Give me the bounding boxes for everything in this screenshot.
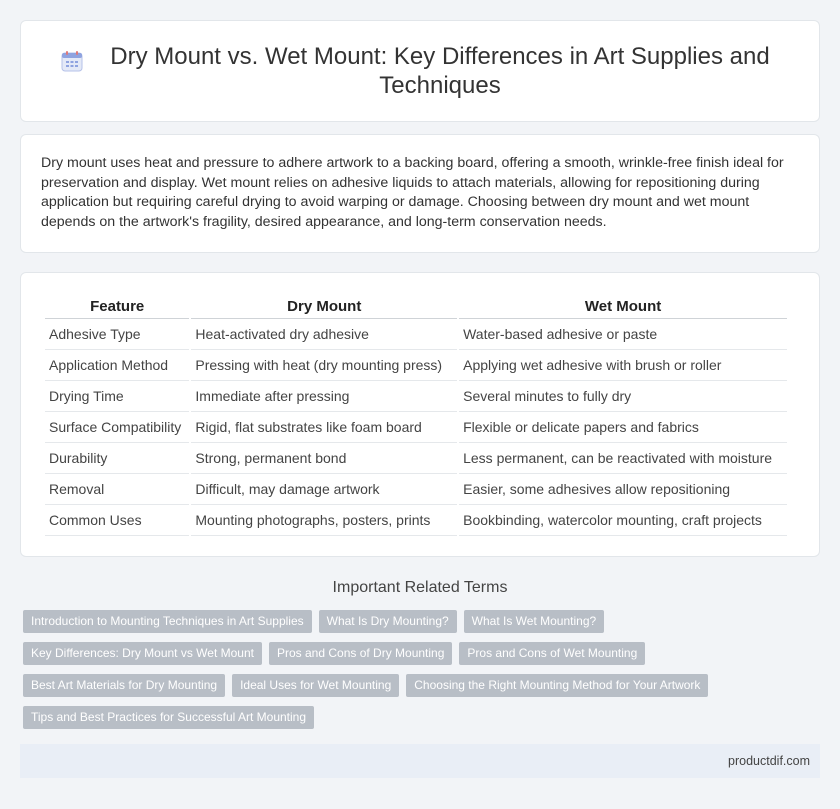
comparison-table-card [20, 272, 820, 557]
table-cell: Drying Time [45, 381, 189, 412]
column-header-feature: Feature [45, 295, 189, 319]
table-row [45, 474, 787, 505]
table-cell: Several minutes to fully dry [459, 381, 787, 412]
footer [20, 744, 820, 778]
table-cell: Common Uses [45, 505, 189, 536]
related-term-tag[interactable]: Best Art Materials for Dry Mounting [23, 674, 225, 697]
table-cell: Immediate after pressing [191, 381, 457, 412]
table-cell: Adhesive Type [45, 319, 189, 350]
column-header-wet-mount: Wet Mount [459, 295, 787, 319]
table-cell: Applying wet adhesive with brush or roller [459, 350, 787, 381]
table-header-row [45, 295, 787, 319]
table-row [45, 505, 787, 536]
table-cell: Pressing with heat (dry mounting press) [191, 350, 457, 381]
table-row [45, 350, 787, 381]
table-cell: Strong, permanent bond [191, 443, 457, 474]
table-cell: Easier, some adhesives allow repositioning [459, 474, 787, 505]
table-cell: Heat-activated dry adhesive [191, 319, 457, 350]
table-cell: Bookbinding, watercolor mounting, craft projects [459, 505, 787, 536]
header-card [20, 20, 820, 122]
related-terms-title: Important Related Terms [332, 579, 508, 596]
table-row [45, 412, 787, 443]
page-title: Dry Mount vs. Wet Mount: Key Differences in Art Supplies and Techniques [110, 43, 770, 99]
table-cell: Durability [45, 443, 189, 474]
related-terms-tags [23, 610, 823, 729]
table-cell: Application Method [45, 350, 189, 381]
table-cell: Water-based adhesive or paste [459, 319, 787, 350]
related-term-tag[interactable]: What Is Wet Mounting? [464, 610, 605, 633]
related-term-tag[interactable]: Pros and Cons of Wet Mounting [459, 642, 645, 665]
column-header-dry-mount: Dry Mount [191, 295, 457, 319]
related-term-tag[interactable]: Key Differences: Dry Mount vs Wet Mount [23, 642, 262, 665]
table-cell: Surface Compatibility [45, 412, 189, 443]
footer-site-link[interactable]: productdif.com [728, 754, 810, 768]
table-row [45, 443, 787, 474]
table-cell: Less permanent, can be reactivated with moisture [459, 443, 787, 474]
comparison-table [43, 295, 789, 536]
header-inner [61, 42, 779, 100]
table-cell: Flexible or delicate papers and fabrics [459, 412, 787, 443]
related-term-tag[interactable]: Choosing the Right Mounting Method for Your Artwork [406, 674, 708, 697]
related-term-tag[interactable]: Ideal Uses for Wet Mounting [232, 674, 399, 697]
calendar-icon [61, 50, 83, 72]
table-cell: Rigid, flat substrates like foam board [191, 412, 457, 443]
intro-card [20, 134, 820, 253]
table-row [45, 319, 787, 350]
related-term-tag[interactable]: What Is Dry Mounting? [319, 610, 457, 633]
intro-text: Dry mount uses heat and pressure to adhere artwork to a backing board, offering a smooth, wrinkle-free finish ideal for preservation and display. Wet mount relies on adhesive liquids to attach materials, allowing for repositioning during application but requiring careful drying to avoid warping or damage. Choosing between dry mount and wet mount depends on the artwork's fragility, desired appearance, and long-term conservation needs. [41, 155, 784, 230]
table-cell: Difficult, may damage artwork [191, 474, 457, 505]
related-term-tag[interactable]: Pros and Cons of Dry Mounting [269, 642, 452, 665]
related-term-tag[interactable]: Tips and Best Practices for Successful Art Mounting [23, 706, 314, 729]
related-term-tag[interactable]: Introduction to Mounting Techniques in Art Supplies [23, 610, 312, 633]
table-row [45, 381, 787, 412]
table-cell: Mounting photographs, posters, prints [191, 505, 457, 536]
table-cell: Removal [45, 474, 189, 505]
